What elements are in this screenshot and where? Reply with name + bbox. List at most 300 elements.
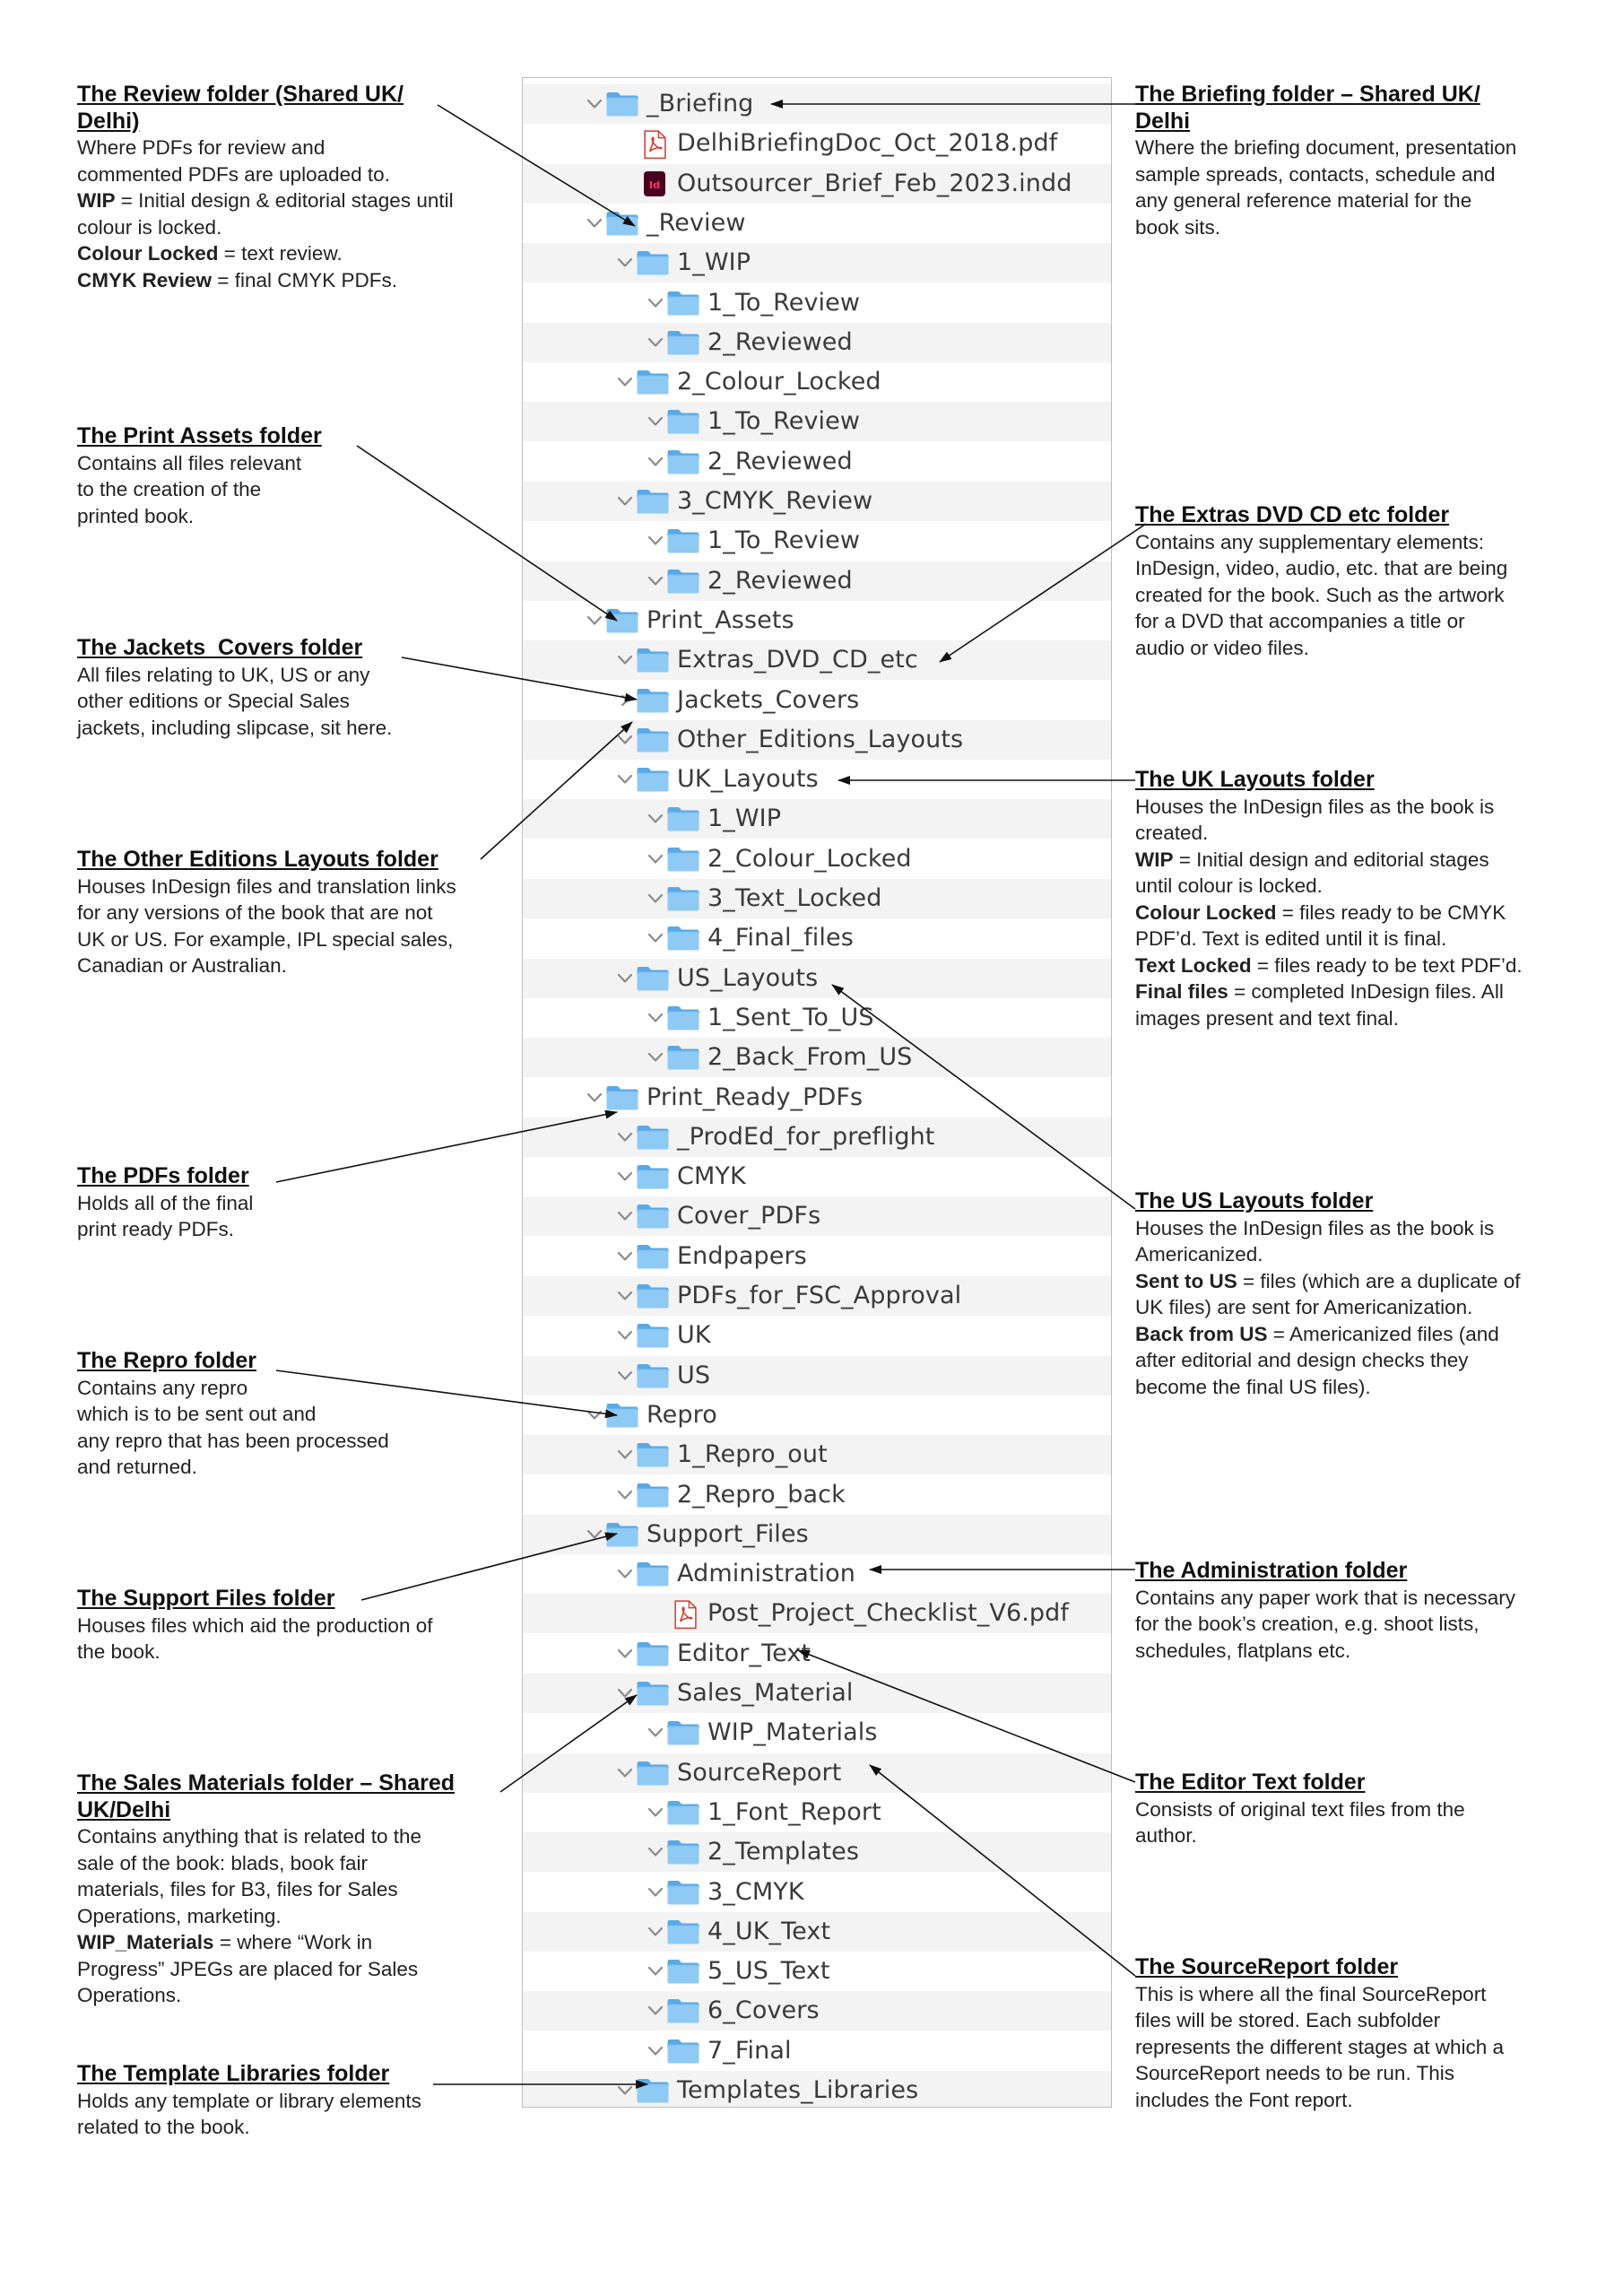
annotation-line xyxy=(77,1876,455,1903)
chevron-down-icon[interactable] xyxy=(614,1753,636,1793)
chevron-down-icon[interactable] xyxy=(645,998,666,1038)
chevron-down-icon[interactable] xyxy=(614,1276,636,1316)
svg-text:Id: Id xyxy=(649,178,660,191)
annotation-text: for the book’s creation, e.g. shoot lists, xyxy=(1135,1613,1480,1635)
chevron-down-icon[interactable] xyxy=(614,362,636,402)
annotation-text: any general reference material for the xyxy=(1135,189,1472,212)
annotation-line xyxy=(1135,2007,1504,2034)
chevron-down-icon[interactable] xyxy=(584,204,605,243)
annotation-line xyxy=(1135,1347,1521,1374)
folder-icon xyxy=(636,2077,670,2104)
tree-row[interactable] xyxy=(523,442,1111,482)
folder-icon xyxy=(605,91,639,117)
chevron-down-icon[interactable] xyxy=(584,84,605,124)
tree-row[interactable] xyxy=(523,204,1111,243)
annotation-title: The Support Files folder xyxy=(77,1586,335,1611)
chevron-down-icon[interactable] xyxy=(645,1832,666,1872)
folder-icon xyxy=(605,1521,639,1548)
annotation-line xyxy=(1135,187,1516,214)
tree-row[interactable] xyxy=(523,1196,1111,1236)
folder-icon xyxy=(636,1283,670,1309)
annotation-title: The Editor Text folder xyxy=(1135,1770,1366,1795)
tree-item-label: 1_Sent_To_US xyxy=(707,1003,874,1031)
annotation-text: book sits. xyxy=(1135,215,1221,239)
tree-row[interactable] xyxy=(523,1873,1111,1912)
annotation-text: Canadian or Australian. xyxy=(77,954,287,977)
tree-item-label: 2_Reviewed xyxy=(707,566,853,595)
annotation-line xyxy=(1135,900,1523,926)
tree-row[interactable] xyxy=(523,1038,1111,1077)
chevron-down-icon[interactable] xyxy=(614,1356,636,1396)
annotation-text: All files relating to UK, US or any xyxy=(77,663,370,686)
annotation-line xyxy=(77,1375,389,1402)
pdf-file-icon xyxy=(673,1600,697,1627)
tree-item-label: US_Layouts xyxy=(677,963,819,992)
annotation-other-editions-layouts xyxy=(77,847,456,979)
annotation-line xyxy=(1135,635,1507,662)
folder-icon xyxy=(636,1640,670,1667)
folder-icon xyxy=(636,1680,670,1707)
tree-row[interactable] xyxy=(523,601,1111,640)
annotation-text: Holds any template or library elements xyxy=(77,2089,421,2112)
chevron-down-icon[interactable] xyxy=(645,879,666,918)
chevron-down-icon[interactable] xyxy=(645,521,666,561)
tree-row[interactable] xyxy=(523,1356,1111,1396)
tree-row[interactable] xyxy=(523,918,1111,958)
annotation-line xyxy=(1135,1294,1521,1321)
folder-icon xyxy=(666,290,700,317)
tree-row[interactable] xyxy=(523,839,1111,879)
annotation-text: Operations, marketing. xyxy=(77,1904,282,1927)
folder-icon xyxy=(666,1958,700,1985)
annotation-line xyxy=(1135,1822,1465,1849)
annotation-text: = Initial design and editorial stages xyxy=(1173,848,1489,871)
tree-row[interactable] xyxy=(523,1594,1111,1633)
annotation-uk-layouts xyxy=(1135,767,1523,1031)
chevron-down-icon[interactable] xyxy=(584,1515,605,1554)
annotation-text: printed book. xyxy=(77,504,195,527)
tree-row[interactable] xyxy=(523,760,1111,799)
annotation-line xyxy=(1135,873,1523,900)
tree-item-label: Endpapers xyxy=(677,1241,807,1270)
folder-icon xyxy=(666,846,700,873)
folder-icon xyxy=(636,687,670,714)
annotation-title: Delhi) xyxy=(77,108,140,134)
annotation-text: includes the Font report. xyxy=(1135,2088,1353,2111)
annotation-text: after editorial and design checks they xyxy=(1135,1349,1469,1371)
folder-icon xyxy=(605,1084,639,1111)
annotation-line xyxy=(1135,529,1507,556)
folder-icon xyxy=(666,568,700,595)
tree-row[interactable] xyxy=(523,402,1111,441)
folder-icon xyxy=(666,1799,700,1826)
annotation-text: Consists of original text files from the xyxy=(1135,1797,1465,1821)
annotation-line xyxy=(1135,820,1523,847)
folder-icon xyxy=(666,329,700,356)
annotation-line xyxy=(1135,1005,1523,1032)
annotation-text: UK or US. For example, IPL special sales, xyxy=(77,927,454,951)
annotation-line xyxy=(1135,794,1523,821)
folder-icon xyxy=(636,1243,670,1270)
annotation-text: files will be stored. Each subfolder xyxy=(1135,2009,1441,2031)
annotation-text: = text review. xyxy=(218,242,343,265)
chevron-down-icon[interactable] xyxy=(645,283,666,323)
folder-icon xyxy=(636,1322,670,1349)
chevron-down-icon[interactable] xyxy=(645,918,666,958)
annotation-line xyxy=(77,1903,455,1930)
annotation-line xyxy=(1135,847,1523,874)
chevron-down-icon[interactable] xyxy=(614,243,636,283)
tree-item-label: 2_Reviewed xyxy=(707,447,853,475)
chevron-down-icon[interactable] xyxy=(614,482,636,521)
chevron-down-icon[interactable] xyxy=(645,1793,666,1832)
tree-row[interactable] xyxy=(523,1157,1111,1196)
chevron-down-icon[interactable] xyxy=(645,323,666,362)
annotation-term: WIP_Materials xyxy=(77,1931,214,1953)
tree-item-label: Sales_Material xyxy=(677,1679,854,1707)
annotation-title: The Sales Materials folder – Shared xyxy=(77,1770,455,1796)
annotation-text: = files (which are a duplicate of xyxy=(1237,1269,1521,1292)
annotation-text: Contains any supplementary elements: xyxy=(1135,530,1484,553)
chevron-down-icon[interactable] xyxy=(614,1196,636,1236)
folder-icon xyxy=(636,1482,670,1509)
annotation-text: PDF’d. Text is edited until it is final. xyxy=(1135,927,1447,950)
tree-row[interactable] xyxy=(523,1952,1111,1991)
tree-item-label: _Review xyxy=(647,208,746,237)
folder-icon xyxy=(636,1760,670,1787)
tree-item-label: 1_WIP xyxy=(677,248,751,277)
annotation-term: Final files xyxy=(1135,980,1228,1003)
annotation-text: until colour is locked. xyxy=(1135,874,1323,897)
annotation-pdfs xyxy=(77,1163,253,1243)
annotation-text: materials, files for B3, files for Sales xyxy=(77,1878,398,1900)
tree-item-label: 4_UK_Text xyxy=(707,1917,831,1945)
chevron-down-icon[interactable] xyxy=(614,1157,636,1196)
annotation-line xyxy=(77,952,456,979)
annotation-title: The Briefing folder – Shared UK/ xyxy=(1135,82,1480,107)
tree-item-label: 2_Back_From_US xyxy=(707,1043,913,1072)
annotation-line xyxy=(77,240,454,267)
annotation-text: commented PDFs are uploaded to. xyxy=(77,162,390,186)
annotation-text: = completed InDesign files. All xyxy=(1228,980,1504,1003)
chevron-down-icon[interactable] xyxy=(614,1674,636,1713)
annotation-extras xyxy=(1135,502,1507,661)
annotation-line xyxy=(1135,1611,1515,1638)
chevron-down-icon[interactable] xyxy=(645,1038,666,1077)
tree-item-label: Editor_Text xyxy=(677,1639,812,1667)
annotation-line xyxy=(77,874,456,900)
tree-row[interactable] xyxy=(523,362,1111,402)
annotation-line xyxy=(77,450,322,477)
chevron-down-icon[interactable] xyxy=(645,1713,666,1752)
annotation-line xyxy=(1135,926,1523,952)
annotation-line xyxy=(1135,1321,1521,1348)
tree-row[interactable] xyxy=(523,243,1111,283)
tree-row[interactable] xyxy=(523,681,1111,720)
annotation-text: Contains any repro xyxy=(77,1376,248,1399)
folder-icon xyxy=(636,1203,670,1230)
annotation-text: Contains any paper work that is necessary xyxy=(1135,1586,1515,1609)
tree-row[interactable] xyxy=(523,959,1111,998)
annotation-text: = where “Work in xyxy=(213,1931,373,1953)
tree-row[interactable] xyxy=(523,1793,1111,1832)
annotation-title: The Template Libraries folder xyxy=(77,2061,390,2086)
pdf-file-icon xyxy=(643,130,666,157)
tree-row[interactable] xyxy=(523,998,1111,1038)
folder-icon xyxy=(605,607,639,634)
annotation-text: other editions or Special Sales xyxy=(77,690,350,712)
annotation-text: colour is locked. xyxy=(77,215,222,239)
annotation-term: Colour Locked xyxy=(77,242,219,265)
indesign-file-icon xyxy=(643,170,666,197)
tree-row[interactable] xyxy=(523,1078,1111,1118)
tree-item-label: Extras_DVD_CD_etc xyxy=(677,646,918,674)
tree-item-label: 2_Colour_Locked xyxy=(677,368,881,396)
chevron-down-icon[interactable] xyxy=(614,2071,636,2108)
annotation-text: sample spreads, contacts, schedule and xyxy=(1135,162,1496,186)
annotation-text: created. xyxy=(1135,822,1209,844)
annotation-text: Where PDFs for review and xyxy=(77,136,325,159)
annotation-line xyxy=(77,2088,421,2115)
tree-row[interactable] xyxy=(523,1316,1111,1355)
annotation-line xyxy=(77,1956,455,1983)
folder-icon xyxy=(666,1044,700,1071)
annotation-line xyxy=(77,1428,389,1455)
annotation-line xyxy=(77,1216,253,1243)
folder-icon xyxy=(666,1839,700,1866)
chevron-down-icon[interactable] xyxy=(584,1078,605,1118)
tree-row[interactable] xyxy=(523,84,1111,124)
annotation-title: Delhi xyxy=(1135,108,1191,134)
tree-row[interactable] xyxy=(523,1118,1111,1157)
folder-icon xyxy=(666,448,700,475)
tree-item-label: Administration xyxy=(677,1560,855,1588)
annotation-term: WIP xyxy=(77,189,116,212)
annotation-line xyxy=(1135,1241,1521,1268)
folder-icon xyxy=(666,805,700,832)
tree-item-label: 2_Templates xyxy=(707,1838,860,1866)
annotation-line xyxy=(77,1613,432,1639)
chevron-down-icon[interactable] xyxy=(614,1316,636,1355)
tree-row[interactable] xyxy=(523,1991,1111,2031)
chevron-down-icon[interactable] xyxy=(614,1237,636,1276)
folder-icon xyxy=(666,885,700,912)
tree-item-label: UK xyxy=(677,1321,711,1350)
annotation-line xyxy=(77,1850,455,1877)
annotation-line xyxy=(1135,2060,1504,2087)
tree-row[interactable] xyxy=(523,1832,1111,1872)
folder-icon xyxy=(636,1163,670,1190)
tree-row[interactable] xyxy=(523,1753,1111,1793)
annotation-text: InDesign, video, audio, etc. that are being xyxy=(1135,557,1508,579)
tree-item-label: Support_Files xyxy=(647,1519,809,1548)
tree-row[interactable] xyxy=(523,1237,1111,1276)
folder-icon xyxy=(605,1402,639,1429)
annotation-text: = files ready to be text PDF’d. xyxy=(1251,953,1523,977)
annotation-sourcereport xyxy=(1135,1954,1504,2113)
annotation-line xyxy=(1135,952,1523,979)
folder-icon xyxy=(636,965,670,992)
tree-row[interactable] xyxy=(523,799,1111,839)
annotation-title: The US Layouts folder xyxy=(1135,1188,1374,1213)
annotation-text: = Initial design & editorial stages until xyxy=(115,189,454,212)
annotation-title: The UK Layouts folder xyxy=(1135,767,1375,792)
tree-item-label: Print_Ready_PDFs xyxy=(647,1083,864,1111)
annotation-line xyxy=(77,503,322,530)
tree-item-label: Repro xyxy=(647,1400,717,1429)
chevron-down-icon[interactable] xyxy=(645,839,666,879)
annotation-text: = files ready to be CMYK xyxy=(1276,900,1506,924)
annotation-line xyxy=(77,1929,455,1956)
annotation-line xyxy=(1135,2087,1504,2114)
tree-row[interactable] xyxy=(523,323,1111,362)
tree-row[interactable] xyxy=(523,1713,1111,1752)
tree-item-label: _Briefing xyxy=(647,90,754,117)
tree-row[interactable] xyxy=(523,561,1111,601)
chevron-down-icon[interactable] xyxy=(645,2031,666,2071)
tree-row[interactable] xyxy=(523,124,1111,163)
annotation-line xyxy=(77,2114,421,2141)
tree-item-label: 1_To_Review xyxy=(707,526,861,555)
folder-icon xyxy=(666,1004,700,1031)
tree-item-label: UK_Layouts xyxy=(677,765,819,794)
annotation-term: Colour Locked xyxy=(1135,900,1277,924)
tree-item-label: 1_Font_Report xyxy=(707,1797,881,1826)
annotation-line xyxy=(1135,1374,1521,1401)
tree-row[interactable] xyxy=(523,640,1111,680)
annotation-term: Text Locked xyxy=(1135,953,1252,977)
annotation-title: The Print Assets folder xyxy=(77,423,322,448)
tree-item-label: WIP_Materials xyxy=(707,1718,878,1747)
chevron-down-icon[interactable] xyxy=(645,402,666,441)
chevron-down-icon[interactable] xyxy=(614,720,636,760)
tree-row[interactable] xyxy=(523,1435,1111,1474)
tree-row[interactable] xyxy=(523,2031,1111,2071)
annotation-text: This is where all the final SourceReport xyxy=(1135,1982,1487,2005)
annotation-line xyxy=(77,135,454,161)
annotation-text: which is to be sent out and xyxy=(77,1403,317,1425)
tree-item-label: SourceReport xyxy=(677,1758,842,1787)
tree-item-label: 7_Final xyxy=(707,2036,792,2065)
annotation-repro xyxy=(77,1348,389,1481)
tree-row[interactable] xyxy=(523,879,1111,918)
annotation-line xyxy=(1135,161,1516,188)
chevron-down-icon[interactable] xyxy=(584,601,605,640)
tree-row[interactable] xyxy=(523,1276,1111,1316)
tree-row[interactable] xyxy=(523,164,1111,204)
chevron-down-icon[interactable] xyxy=(645,1952,666,1991)
tree-item-label: 1_To_Review xyxy=(707,407,861,436)
tree-item-label: 1_Repro_out xyxy=(677,1440,828,1469)
annotation-text: images present and text final. xyxy=(1135,1006,1399,1030)
chevron-right-icon[interactable] xyxy=(614,681,636,720)
tree-row[interactable] xyxy=(523,283,1111,323)
annotation-text: audio or video files. xyxy=(1135,636,1309,659)
folder-icon xyxy=(636,726,670,753)
tree-row[interactable] xyxy=(523,1554,1111,1594)
tree-row[interactable] xyxy=(523,521,1111,561)
tree-row[interactable] xyxy=(523,1634,1111,1674)
annotation-line xyxy=(77,476,322,503)
tree-item-label: 6_Covers xyxy=(707,1996,820,2025)
annotation-line xyxy=(1135,555,1507,582)
annotation-editor-text xyxy=(1135,1770,1465,1849)
chevron-down-icon[interactable] xyxy=(614,1475,636,1515)
chevron-down-icon[interactable] xyxy=(614,760,636,799)
tree-row[interactable] xyxy=(523,482,1111,521)
chevron-down-icon[interactable] xyxy=(614,640,636,680)
tree-item-label: 3_CMYK_Review xyxy=(677,487,873,515)
annotation-title: The Extras DVD CD etc folder xyxy=(1135,502,1450,527)
folder-icon xyxy=(666,1918,700,1945)
tree-row[interactable] xyxy=(523,1475,1111,1515)
annotation-text: SourceReport needs to be run. This xyxy=(1135,2062,1455,2084)
annotation-text: Houses the InDesign files as the book is xyxy=(1135,795,1495,818)
annotation-text: become the final US files). xyxy=(1135,1375,1371,1398)
tree-item-label: 4_Final_files xyxy=(707,924,854,952)
chevron-down-icon[interactable] xyxy=(645,1912,666,1952)
annotation-line xyxy=(1135,1981,1504,2008)
folder-icon xyxy=(636,647,670,674)
chevron-down-icon[interactable] xyxy=(645,1873,666,1912)
annotation-line xyxy=(1135,1796,1465,1823)
tree-row[interactable] xyxy=(523,2071,1111,2108)
annotation-text: the book. xyxy=(77,1640,161,1663)
annotation-term: Sent to US xyxy=(1135,1269,1237,1292)
annotation-line xyxy=(1135,214,1516,241)
tree-row[interactable] xyxy=(523,1515,1111,1554)
tree-item-label: DelhiBriefingDoc_Oct_2018.pdf xyxy=(677,129,1058,158)
annotation-line xyxy=(77,1454,389,1481)
folder-icon xyxy=(605,210,639,237)
chevron-down-icon[interactable] xyxy=(645,799,666,839)
chevron-down-icon[interactable] xyxy=(614,1634,636,1674)
annotation-text: = final CMYK PDFs. xyxy=(212,268,397,291)
tree-row[interactable] xyxy=(523,720,1111,760)
annotation-text: Houses files which aid the production of xyxy=(77,1613,433,1637)
annotation-line xyxy=(1135,978,1523,1005)
annotation-term: WIP xyxy=(1135,848,1174,871)
tree-item-label: 1_To_Review xyxy=(707,288,861,317)
annotation-text: sale of the book: blads, book fair xyxy=(77,1851,368,1874)
chevron-down-icon[interactable] xyxy=(645,1991,666,2031)
chevron-down-icon[interactable] xyxy=(645,561,666,601)
tree-item-label: Cover_PDFs xyxy=(677,1202,821,1231)
folder-icon xyxy=(636,488,670,515)
chevron-down-icon[interactable] xyxy=(614,959,636,998)
annotation-line xyxy=(77,267,454,294)
annotation-text: and returned. xyxy=(77,1456,197,1478)
annotation-line xyxy=(1135,2034,1504,2061)
chevron-down-icon[interactable] xyxy=(614,1118,636,1157)
annotation-template-libraries xyxy=(77,2061,421,2141)
chevron-down-icon[interactable] xyxy=(614,1554,636,1594)
annotation-line xyxy=(1135,135,1516,161)
annotation-line xyxy=(77,187,454,214)
annotation-sales-materials xyxy=(77,1770,455,2009)
tree-row[interactable] xyxy=(523,1396,1111,1435)
chevron-down-icon[interactable] xyxy=(614,1435,636,1474)
annotation-title: UK/Delhi xyxy=(77,1796,171,1822)
chevron-down-icon[interactable] xyxy=(645,442,666,482)
tree-row[interactable] xyxy=(523,1674,1111,1713)
folder-icon xyxy=(636,249,670,276)
chevron-down-icon[interactable] xyxy=(584,1396,605,1435)
folder-icon xyxy=(666,2038,700,2065)
tree-row[interactable] xyxy=(523,1912,1111,1952)
annotation-line xyxy=(77,900,456,926)
annotation-text: represents the different stages at which a xyxy=(1135,2035,1505,2058)
